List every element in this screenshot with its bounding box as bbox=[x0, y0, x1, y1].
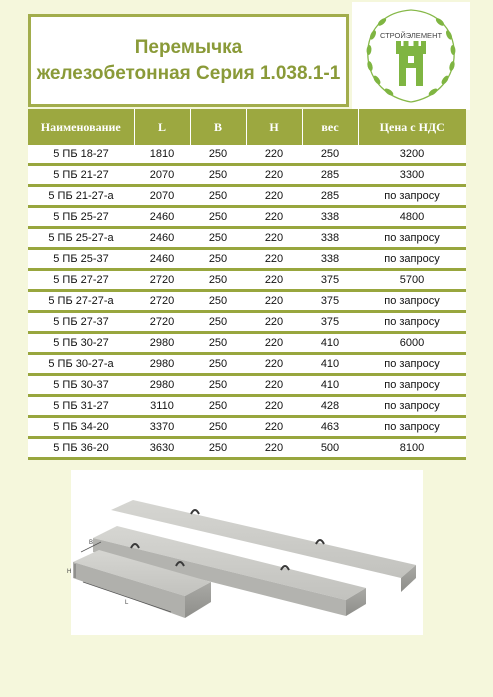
cell-length: 3110 bbox=[134, 396, 190, 417]
cell-name: 5 ПБ 21-27-а bbox=[28, 186, 134, 207]
cell-length: 2070 bbox=[134, 165, 190, 186]
cell-weight: 285 bbox=[302, 165, 358, 186]
cell-width: 250 bbox=[190, 165, 246, 186]
cell-price: по запросу bbox=[358, 228, 466, 249]
cell-price: 3200 bbox=[358, 145, 466, 165]
cell-weight: 410 bbox=[302, 354, 358, 375]
cell-width: 250 bbox=[190, 396, 246, 417]
cell-name: 5 ПБ 21-27 bbox=[28, 165, 134, 186]
cell-name: 5 ПБ 30-27 bbox=[28, 333, 134, 354]
cell-name: 5 ПБ 25-37 bbox=[28, 249, 134, 270]
concrete-lintel-illustration bbox=[67, 470, 423, 635]
cell-width: 250 bbox=[190, 145, 246, 165]
cell-length: 2720 bbox=[134, 312, 190, 333]
cell-name: 5 ПБ 18-27 bbox=[28, 145, 134, 165]
cell-weight: 338 bbox=[302, 228, 358, 249]
cell-weight: 500 bbox=[302, 438, 358, 459]
header-weight: вес bbox=[302, 109, 358, 145]
cell-height: 220 bbox=[246, 228, 302, 249]
cell-length: 2070 bbox=[134, 186, 190, 207]
cell-price: по запросу bbox=[358, 249, 466, 270]
cell-length: 2460 bbox=[134, 249, 190, 270]
title-line-2: железобетонная Серия 1.038.1-1 bbox=[36, 62, 341, 84]
cell-length: 2720 bbox=[134, 291, 190, 312]
cell-length: 3370 bbox=[134, 417, 190, 438]
logo-wreath bbox=[352, 2, 470, 110]
cell-price: 3300 bbox=[358, 165, 466, 186]
cell-weight: 463 bbox=[302, 417, 358, 438]
logo-text: СТРОЙЭЛЕМЕНТ bbox=[379, 31, 443, 40]
cell-length: 2460 bbox=[134, 228, 190, 249]
header-price: Цена с НДС bbox=[358, 109, 466, 145]
cell-height: 220 bbox=[246, 207, 302, 228]
cell-price: по запросу bbox=[358, 417, 466, 438]
cell-height: 220 bbox=[246, 333, 302, 354]
table-body bbox=[28, 145, 466, 459]
cell-height: 220 bbox=[246, 270, 302, 291]
cell-width: 250 bbox=[190, 312, 246, 333]
cell-width: 250 bbox=[190, 186, 246, 207]
cell-name: 5 ПБ 30-27-а bbox=[28, 354, 134, 375]
cell-length: 1810 bbox=[134, 145, 190, 165]
table-row bbox=[28, 291, 466, 312]
cell-price: по запросу bbox=[358, 396, 466, 417]
cell-weight: 338 bbox=[302, 207, 358, 228]
table-row bbox=[28, 207, 466, 228]
cell-name: 5 ПБ 34-20 bbox=[28, 417, 134, 438]
table-row bbox=[28, 145, 466, 165]
cell-weight: 338 bbox=[302, 249, 358, 270]
cell-height: 220 bbox=[246, 312, 302, 333]
cell-height: 220 bbox=[246, 186, 302, 207]
table-row bbox=[28, 312, 466, 333]
cell-width: 250 bbox=[190, 417, 246, 438]
cell-name: 5 ПБ 25-27 bbox=[28, 207, 134, 228]
cell-weight: 250 bbox=[302, 145, 358, 165]
cell-name: 5 ПБ 27-27-а bbox=[28, 291, 134, 312]
header-height: H bbox=[246, 109, 302, 145]
cell-width: 250 bbox=[190, 354, 246, 375]
cell-height: 220 bbox=[246, 438, 302, 459]
cell-weight: 410 bbox=[302, 333, 358, 354]
table-row bbox=[28, 438, 466, 459]
dimension-b-label: B bbox=[89, 540, 94, 546]
cell-width: 250 bbox=[190, 333, 246, 354]
dimension-h-label: H bbox=[67, 569, 72, 575]
cell-price: 5700 bbox=[358, 270, 466, 291]
cell-name: 5 ПБ 27-27 bbox=[28, 270, 134, 291]
cell-name: 5 ПБ 25-27-а bbox=[28, 228, 134, 249]
cell-height: 220 bbox=[246, 417, 302, 438]
castle-tower-icon bbox=[396, 41, 426, 86]
cell-length: 2980 bbox=[134, 354, 190, 375]
cell-height: 220 bbox=[246, 354, 302, 375]
cell-weight: 375 bbox=[302, 312, 358, 333]
cell-price: 4800 bbox=[358, 207, 466, 228]
cell-name: 5 ПБ 36-20 bbox=[28, 438, 134, 459]
cell-width: 250 bbox=[190, 291, 246, 312]
cell-height: 220 bbox=[246, 291, 302, 312]
table-row bbox=[28, 333, 466, 354]
cell-price: 6000 bbox=[358, 333, 466, 354]
cell-length: 2980 bbox=[134, 375, 190, 396]
header-name: Наименование bbox=[28, 109, 134, 145]
company-logo bbox=[352, 2, 470, 110]
title-box bbox=[28, 14, 349, 107]
cell-price: по запросу bbox=[358, 312, 466, 333]
cell-price: по запросу bbox=[358, 186, 466, 207]
cell-width: 250 bbox=[190, 270, 246, 291]
table-row bbox=[28, 249, 466, 270]
header-length: L bbox=[134, 109, 190, 145]
cell-weight: 428 bbox=[302, 396, 358, 417]
cell-weight: 285 bbox=[302, 186, 358, 207]
cell-height: 220 bbox=[246, 249, 302, 270]
cell-weight: 375 bbox=[302, 291, 358, 312]
table-row bbox=[28, 375, 466, 396]
table-row bbox=[28, 270, 466, 291]
table-row bbox=[28, 417, 466, 438]
cell-width: 250 bbox=[190, 375, 246, 396]
cell-weight: 410 bbox=[302, 375, 358, 396]
cell-width: 250 bbox=[190, 249, 246, 270]
price-table bbox=[28, 109, 466, 460]
cell-name: 5 ПБ 27-37 bbox=[28, 312, 134, 333]
table-row bbox=[28, 186, 466, 207]
cell-price: по запросу bbox=[358, 291, 466, 312]
title-line-1: Перемычка bbox=[134, 36, 243, 58]
table-row bbox=[28, 396, 466, 417]
table-row bbox=[28, 165, 466, 186]
cell-weight: 375 bbox=[302, 270, 358, 291]
cell-length: 2720 bbox=[134, 270, 190, 291]
cell-name: 5 ПБ 30-37 bbox=[28, 375, 134, 396]
table-row bbox=[28, 228, 466, 249]
table-row bbox=[28, 354, 466, 375]
cell-length: 2460 bbox=[134, 207, 190, 228]
cell-height: 220 bbox=[246, 375, 302, 396]
cell-height: 220 bbox=[246, 165, 302, 186]
cell-width: 250 bbox=[190, 207, 246, 228]
cell-name: 5 ПБ 31-27 bbox=[28, 396, 134, 417]
cell-price: по запросу bbox=[358, 375, 466, 396]
cell-height: 220 bbox=[246, 396, 302, 417]
cell-height: 220 bbox=[246, 145, 302, 165]
dimension-l-label: L bbox=[125, 600, 129, 606]
cell-width: 250 bbox=[190, 438, 246, 459]
cell-length: 2980 bbox=[134, 333, 190, 354]
lintel-photo bbox=[67, 470, 423, 635]
cell-length: 3630 bbox=[134, 438, 190, 459]
table-header-row bbox=[28, 109, 466, 145]
cell-price: 8100 bbox=[358, 438, 466, 459]
header-width: B bbox=[190, 109, 246, 145]
cell-price: по запросу bbox=[358, 354, 466, 375]
cell-width: 250 bbox=[190, 228, 246, 249]
